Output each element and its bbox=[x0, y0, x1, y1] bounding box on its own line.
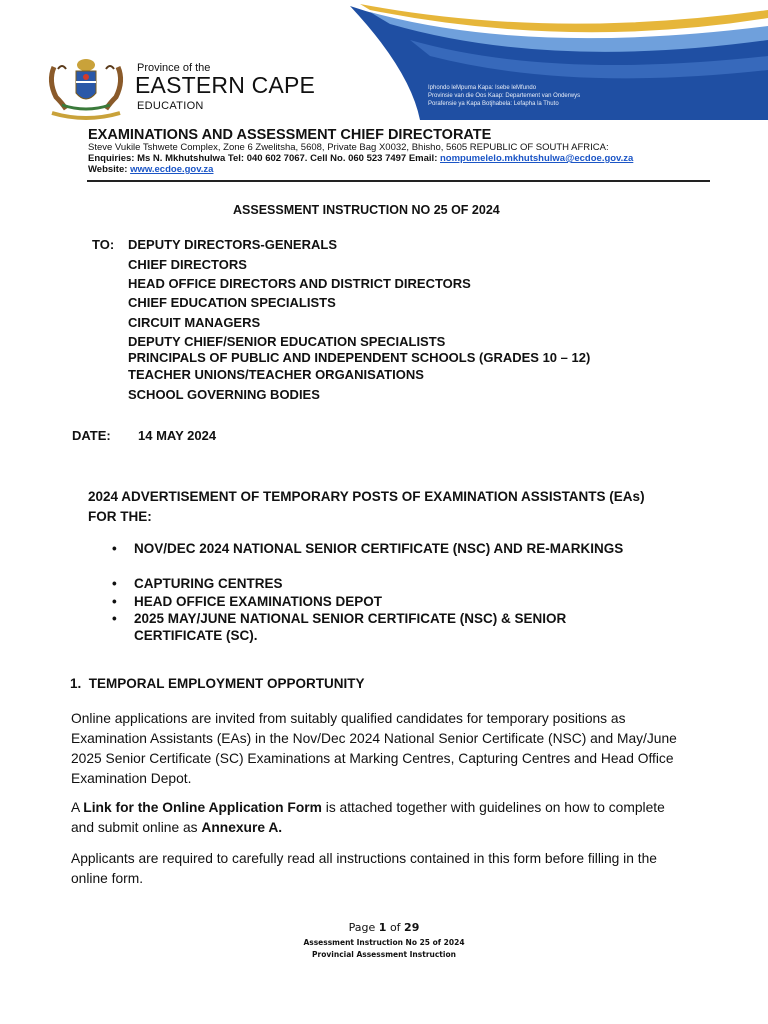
to-label: TO: bbox=[92, 237, 115, 252]
province-of-label: Province of the bbox=[137, 62, 211, 74]
date-value: 14 MAY 2024 bbox=[138, 428, 217, 443]
bullet-item: HEAD OFFICE EXAMINATIONS DEPOT bbox=[134, 594, 383, 609]
recipient-item: CHIEF DIRECTORS bbox=[128, 257, 247, 272]
recipient-item: CHIEF EDUCATION SPECIALISTS bbox=[128, 295, 336, 310]
section-paragraph-2: A Link for the Online Application Form is attached together with guidelines on how to complete and submit online as Annexure A. bbox=[71, 800, 665, 835]
bullet-item: 2025 MAY/JUNE NATIONAL SENIOR CERTIFICATE (NSC) & SENIOR CERTIFICATE (SC). bbox=[134, 611, 567, 643]
page-number: Page 1 of 29 bbox=[348, 921, 420, 934]
coat-of-arms-icon bbox=[42, 55, 130, 123]
recipient-item: PRINCIPALS OF PUBLIC AND INDEPENDENT SCHOOLS (GRADES 10 – 12) bbox=[128, 350, 591, 365]
recipient-item: HEAD OFFICE DIRECTORS AND DISTRICT DIRECTORS bbox=[128, 276, 471, 291]
instruction-number: ASSESSMENT INSTRUCTION NO 25 OF 2024 bbox=[233, 203, 500, 217]
footer-provincial: Provincial Assessment Instruction bbox=[312, 950, 456, 959]
recipient-item: DEPUTY CHIEF/SENIOR EDUCATION SPECIALISTS bbox=[128, 334, 446, 349]
directorate-title: EXAMINATIONS AND ASSESSMENT CHIEF DIRECTORATE bbox=[88, 127, 492, 143]
section-heading: 1. TEMPORAL EMPLOYMENT OPPORTUNITY bbox=[70, 676, 365, 691]
bullet-item: NOV/DEC 2024 NATIONAL SENIOR CERTIFICATE (NSC) AND RE-MARKINGS bbox=[134, 541, 624, 556]
bullet-item: CAPTURING CENTRES bbox=[134, 576, 283, 591]
section-paragraph-3: Applicants are required to carefully read all instructions contained in this form before filling in the online form. bbox=[71, 851, 657, 886]
recipient-item: SCHOOL GOVERNING BODIES bbox=[128, 387, 320, 402]
section-paragraph-1: Online applications are invited from suitably qualified candidates for temporary positions as Examination Assistants (EAs) in the Nov/Dec 2024 National Senior Certificate (NSC) and May/June 2025 Senior Certificate (SC) Examinations at Marking Centres, Capturing Centres and Head Office Examination Depot. bbox=[71, 711, 677, 786]
recipient-item: CIRCUIT MANAGERS bbox=[128, 315, 261, 330]
directorate-address-block: Steve Vukile Tshwete Complex, Zone 6 Zwelitsha, 5608, Private Bag X0032, Bhisho, 5605 REPUBLIC OF SOUTH AFRICA: Enquiries: Ms N. Mkhutshulwa Tel: 040 602 7067. Cell No. 060 523 7497 Email: nompumelelo.mkhutshulwa@ecdoe.gov.za Website: www.ecdoe.gov.za bbox=[88, 142, 634, 175]
bullet-icon: • bbox=[112, 594, 117, 609]
website-link[interactable]: www.ecdoe.gov.za bbox=[130, 164, 214, 175]
date-label: DATE: bbox=[72, 428, 111, 443]
header-divider bbox=[87, 180, 710, 182]
email-link[interactable]: nompumelelo.mkhutshulwa@ecdoe.gov.za bbox=[440, 153, 634, 164]
department-label: EDUCATION bbox=[137, 100, 204, 112]
bullet-icon: • bbox=[112, 541, 117, 556]
recipient-item: TEACHER UNIONS/TEACHER ORGANISATIONS bbox=[128, 367, 424, 382]
advertisement-title: 2024 ADVERTISEMENT OF TEMPORARY POSTS OF EXAMINATION ASSISTANTS (EAs) FOR THE: bbox=[88, 489, 645, 524]
province-name: EASTERN CAPE bbox=[135, 72, 316, 98]
recipient-item: DEPUTY DIRECTORS-GENERALS bbox=[128, 237, 337, 252]
bullet-icon: • bbox=[112, 611, 117, 626]
footer-instruction: Assessment Instruction No 25 of 2024 bbox=[303, 938, 465, 947]
band-text: Iphondo leMpuma Kapa: Isebe leMfundo Provinsie van die Oos Kaap: Departement van Onderwys Porafensie ya Kapa Botjhabela: Lefapha la Thuto bbox=[428, 85, 581, 107]
bullet-icon: • bbox=[112, 576, 117, 591]
